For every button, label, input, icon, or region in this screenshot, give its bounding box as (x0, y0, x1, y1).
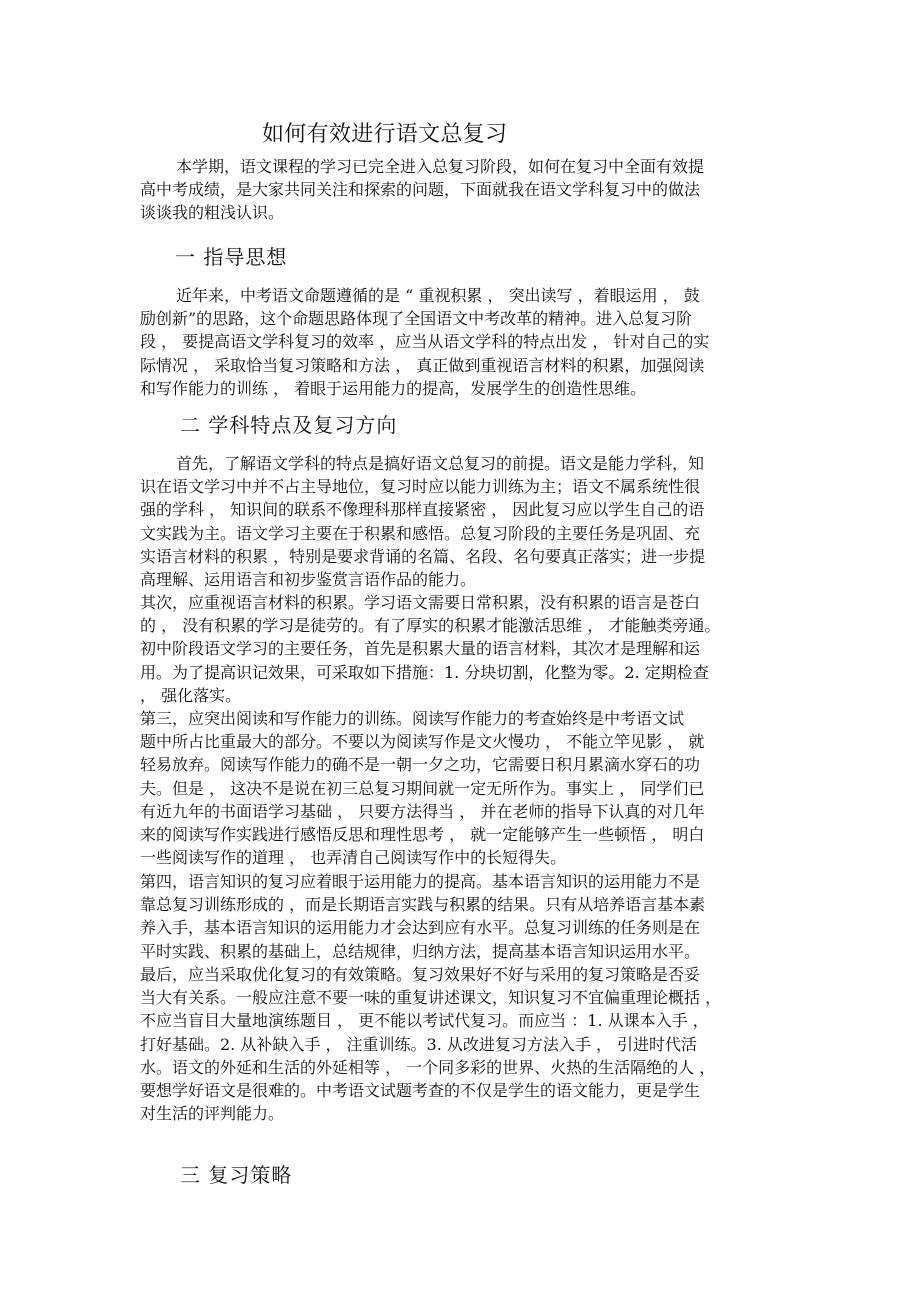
paragraph-line: 初中阶段语文学习的主要任务，首先是积累大量的语言材料，其次才是理解和运 (140, 639, 701, 659)
paragraph-line: 当大有关系。一般应注意不要一味的重复讲述课文，知识复习不宜偏重理论概括 ， (140, 988, 722, 1008)
paragraph-line: 水。语文的外延和生活的外延相等 ， 一个同多彩的世界、火热的生活隔绝的人 ， (140, 1057, 716, 1077)
paragraph-line: 和写作能力的训练 ， 着眼于运用能力的提高，发展学生的创造性思维。 (140, 378, 647, 398)
paragraph-line: 的 ， 没有积累的学习是徒劳的。有了厚实的积累才能激活思维 ， 才能触类旁通。 (140, 616, 721, 636)
paragraph-line: 用。为了提高识记效果，可采取如下措施：1. 分块切割，化整为零。2. 定期检查 (140, 662, 709, 682)
paragraph-line: 最后，应当采取优化复习的有效策略。复习效果好不好与采用的复习策略是否妥 (140, 965, 701, 984)
guiding-thought-paragraph (140, 284, 800, 400)
paragraph-line: 强的学科 ， 知识间的联系不像理科那样直接紧密 ， 因此复习应以学生自己的语 (140, 500, 705, 520)
paragraph-line: 励创新”的思路，这个命题思路体现了全国语文中考改革的精神。进入总复习阶 (140, 309, 693, 329)
paragraph-line: 有近九年的书面语学习基础 ， 只要方法得当 ， 并在老师的指导下认真的对几年 (140, 801, 705, 821)
document-title: 如何有效进行语文总复习 (262, 122, 508, 147)
paragraph-line: 文实践为主。语文学习主要在于积累和感悟。总复习阶段的主要任务是巩固、充 (140, 523, 701, 543)
paragraph-line: 识在语文学习中并不占主导地位，复习时应以能力训练为主；语文不属系统性很 (140, 477, 701, 497)
paragraph-line: 养入手，基本语言知识的运用能力才会达到应有水平。总复习训练的任务则是在 (140, 918, 701, 938)
paragraph-line: 际情况 ， 采取恰当复习策略和方法 ， 真正做到重视语言材料的积累，加强阅读 (140, 355, 705, 375)
paragraph-line: 其次，应重视语言材料的积累。学习语文需要日常积累，没有积累的语言是苍白 (140, 593, 701, 612)
paragraph-line: 不应当盲目大量地演练题目 ， 更不能以考试代复习。而应当 ：1. 从课本入手 ， (140, 1011, 709, 1031)
second-point-paragraph (140, 591, 800, 707)
paragraph-line: 一些阅读写作的道理 ， 也弄清自己阅读写作中的长短得失。 (140, 848, 567, 868)
paragraph-line: 高理解、运用语言和初步鉴赏言语作品的能力。 (140, 569, 477, 589)
section-heading-guiding-thought: 一 指导思想 (175, 245, 288, 269)
section-heading-review-strategy: 三 复习策略 (180, 1163, 293, 1187)
paragraph-line: 夫。但是 ， 这决不是说在初三总复习期间就一定无所作为。事实上 ， 同学们已 (140, 778, 705, 798)
third-point-paragraph (140, 707, 800, 869)
paragraph-line: 要想学好语文是很难的。中考语文试题考查的不仅是学生的语文能力，更是学生 (140, 1080, 701, 1100)
paragraph-line: 首先，了解语文学科的特点是搞好语文总复习的前提。语文是能力学科，知 (176, 454, 705, 473)
last-point-paragraph (140, 963, 800, 1125)
fourth-point-paragraph (140, 870, 800, 963)
paragraph-line: ， 强化落实。 (140, 685, 242, 705)
paragraph-line: 对生活的评判能力。 (140, 1104, 285, 1124)
paragraph-line: 靠总复习训练形成的 ，而是长期语言实践与积累的结果。只有从培养语言基本素 (140, 895, 706, 915)
paragraph-line: 题中所占比重最大的部分。不要以为阅读写作是文火慢功 ， 不能立竿见影 ， 就 (140, 732, 705, 752)
first-point-paragraph (140, 452, 800, 591)
paragraph-line: 实语言材料的积累 ，特别是要求背诵的名篇、名段、名句要真正落实；进一步提 (140, 546, 706, 566)
paragraph-line: 平时实践、积累的基础上，总结规律，归纳方法，提高基本语言知识运用水平。 (140, 941, 701, 961)
paragraph-line: 段 ， 要提高语文学科复习的效率 ，应当从语文学科的特点出发 ， 针对自己的实 (140, 332, 710, 352)
paragraph-line: 来的阅读写作实践进行感悟反思和理性思考 ， 就一定能够产生一些顿悟 ， 明白 (140, 824, 705, 844)
section-heading-subject-features: 二 学科特点及复习方向 (180, 413, 398, 437)
intro-paragraph (140, 155, 800, 225)
paragraph-line: 第三，应突出阅读和写作能力的训练。阅读写作能力的考查始终是中考语文试 (140, 709, 685, 728)
paragraph-line: 打好基础。2. 从补缺入手 ， 注重训练。3. 从改进复习方法入手 ， 引进时代活 (140, 1034, 698, 1054)
paragraph-line: 第四，语言知识的复习应着眼于运用能力的提高。基本语言知识的运用能力不是 (140, 872, 701, 891)
paragraph-line: 谈谈我的粗浅认识。 (140, 203, 285, 223)
paragraph-line: 本学期，语文课程的学习已完全进入总复习阶段，如何在复习中全面有效提 (176, 157, 705, 176)
paragraph-line: 轻易放弃。阅读写作能力的确不是一朝一夕之功，它需要日积月累滴水穿石的功 (140, 755, 701, 775)
paragraph-line: 高中考成绩，是大家共同关注和探索的问题，下面就我在语文学科复习中的做法 (140, 180, 701, 200)
paragraph-line: 近年来，中考语文命题遵循的是 “ 重视积累 ， 突出读写 ，着眼运用 ， 鼓 (176, 286, 700, 305)
